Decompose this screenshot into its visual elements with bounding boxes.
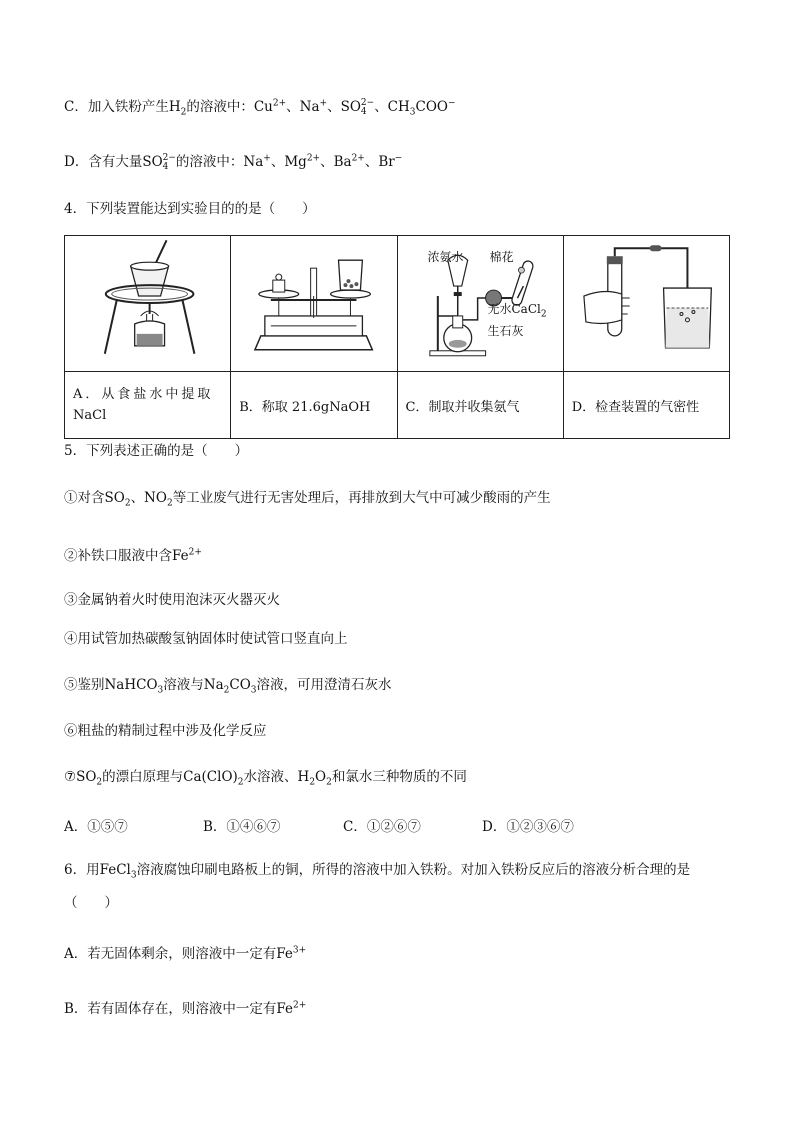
q6-answer-parentheses: （ ） [64,895,118,911]
ammonia-water-label: 浓氨水 [427,250,464,264]
q5-statement-5: ⑤鉴别NaHCO$_3$溶液与$Na_2CO_3$溶液，可用澄清石灰水 [64,677,392,696]
q3-option-d: D．含有大量SO 2− 4 的溶液中：Na+、$Mg^{2+}$、$Ba^{2+}$、Br− [64,152,403,172]
q5-option-a[interactable]: A．①⑤⑦ [64,819,128,835]
q5-statement-6: ⑥粗盐的精制过程中涉及化学反应 [64,723,267,739]
q5-statement-2: ②补铁口服液中含$Fe^{2+}$ [64,547,202,564]
quicklime-label: 生石灰 [487,324,524,338]
q5-statement-1: ①对含$SO_2$、$NO_2$等工业废气进行无害处理后，再排放到大气中可减少酸雨的产生 [64,490,551,509]
airtightness-check-apparatus-image [563,236,729,372]
balance-apparatus-image [231,236,397,372]
q6-option-b[interactable]: B．若有固体存在，则溶液中一定有$Fe^{2+}$ [64,1000,307,1017]
q5-statement-3: ③金属钠着火时使用泡沫灭火器灭火 [64,592,280,608]
q5-statement-7: $⑦SO_2$的漂白原理与$Ca(ClO)_2$水溶液、$H_2O_2$和氯水三种物质的不同 [64,769,467,788]
q5-option-d[interactable]: D．①②③⑥⑦ [482,819,574,835]
cotton-label: 棉花 [489,250,514,264]
q4-option-c[interactable]: C．制取并收集氨气 [397,372,563,439]
q4-option-a[interactable]: A．从食盐水中提取 NaCl [65,372,231,439]
q5-option-c[interactable]: C．①②⑥⑦ [343,819,421,835]
ammonia-preparation-apparatus-image [397,236,563,372]
q4-apparatus-table [64,235,730,439]
q5-statement-4: ④用试管加热碳酸氢钠固体时使试管口竖直向上 [64,631,348,647]
evaporation-apparatus-image [65,236,231,372]
q5-stem: 5．下列表述正确的是（ ） [64,443,249,459]
q3-option-c: C．加入铁粉产生$H_2$的溶液中：$Cu^{2+}$、Na+、SO 2− 4 、$CH_3COO^-$ [64,97,456,118]
cacl2-label: 无水CaCl$_2$ [487,302,547,320]
q6-option-a[interactable]: A．若无固体剩余，则溶液中一定有$Fe^{3+}$ [64,945,307,962]
q4-option-b[interactable]: B．称取 21.6gNaOH [231,372,397,439]
q4-stem: 4．下列装置能达到实验目的的是（ ） [64,201,316,217]
q6-stem: 6．用FeCl$_3$溶液腐蚀印刷电路板上的铜，所得的溶液中加入铁粉。对加入铁粉反应后的溶液分析合理的是 [64,862,691,881]
q5-option-b[interactable]: B．①④⑥⑦ [203,819,281,835]
q4-option-d[interactable]: D．检查装置的气密性 [563,372,729,439]
